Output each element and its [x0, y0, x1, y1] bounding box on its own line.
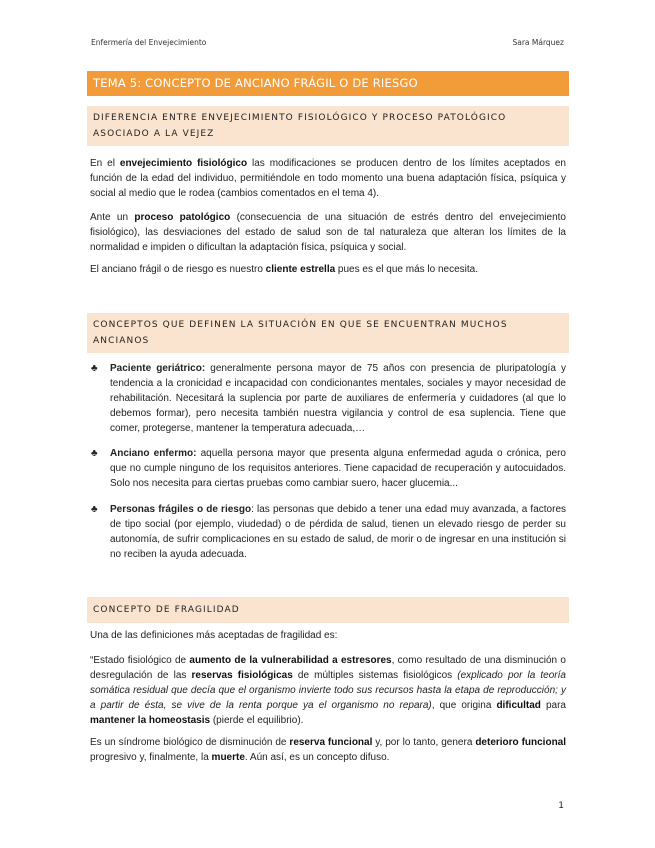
list-item: ♣ Personas frágiles o de riesgo: las personas que debido a tener una edad muy avanzada, a factores de tipo social (por ejemplo, viudedad) o de pérdida de salud, tienen un elevado riesgo de perder su autonomía, de sufrir complicaciones en su estado de salud, de morir o de ingresar en una institución si no reciben la ayuda adecuada.	[91, 504, 566, 560]
section-heading-1-line2: ASOCIADO A LA VEJEZ	[93, 129, 215, 139]
section-heading-2-line1: CONCEPTOS QUE DEFINEN LA SITUACIÓN EN QUE SE ENCUENTRAN MUCHOS	[93, 320, 508, 330]
paragraph: Una de las definiciones más aceptadas de fragilidad es:	[90, 630, 338, 641]
list-item: ♣ Anciano enfermo: aquella persona mayor que presenta alguna enfermedad aguda o crónica, pero que no cumple ninguno de los requisitos anteriores. Tiene capacidad de recuperación y autocuidados. Solo nos necesita para ciertas pruebas como cambiar suero, hacer glucemia...	[91, 448, 566, 489]
page-title: TEMA 5: CONCEPTO DE ANCIANO FRÁGIL O DE RIESGO	[87, 71, 569, 96]
list-item: ♣ Paciente geriátrico: generalmente persona mayor de 75 años con presencia de pluripatología y tendencia a la cronicidad e incapacidad con condicionantes mentales, sociales y mayor necesidad de rehabilitación. Necesitará la suplencia por parte de auxiliares de enfermería y cuidadores (al que lo debemos formar), pero necesita también nuestra vigilancia y control de esa suplencia. Tiene que comer, protegerse, mantener la temperatura adecuada,…	[91, 363, 567, 434]
section-heading-1	[87, 106, 569, 146]
paragraph: El anciano frágil o de riesgo es nuestro cliente estrella pues es el que más lo necesita.	[90, 264, 479, 275]
page-number: 1	[558, 801, 564, 811]
paragraph: En el envejecimiento fisiológico las modificaciones se producen dentro de los límites aceptados en función de la edad del individuo, permitiéndole en todo momento una buena adaptación física, psíquica y social al medio que le rodea (cambios comentados en el tema 4).	[90, 158, 566, 199]
header-right: Sara Márquez	[512, 38, 564, 47]
section-heading-2	[87, 313, 569, 353]
club-bullet-icon: ♣	[91, 448, 98, 459]
paragraph: Ante un proceso patológico (consecuencia de una situación de estrés dentro del envejecimiento fisiológico), las desviaciones del estado de salud son de tal naturaleza que alteran los límites de la normalidad e impiden o dificultan la adaptación física, psíquica y social.	[90, 212, 566, 253]
definition-quote: “Estado fisiológico de aumento de la vulnerabilidad a estresores, como resultado de una disminución o desregulación de las reservas fisiológicas de múltiples sistemas fisiológicos (explicado por la teoría somática residual que decía que el organismo invierte todo sus recursos hasta la etapa de reproducción; y a partir de ésta, se vive de la renta porque ya el organismo no repara), que origina dificultad para mantener la homeostasis (pierde el equilibrio).	[90, 655, 566, 726]
header-left: Enfermería del Envejecimiento	[91, 38, 207, 47]
section-heading-2-line2: ANCIANOS	[93, 336, 150, 346]
section-heading-3: CONCEPTO DE FRAGILIDAD	[87, 597, 569, 623]
section-heading-1-line1: DIFERENCIA ENTRE ENVEJECIMIENTO FISIOLÓGICO Y PROCESO PATOLÓGICO	[93, 113, 507, 123]
paragraph: Es un síndrome biológico de disminución de reserva funcional y, por lo tanto, genera deterioro funcional progresivo y, finalmente, la muerte. Aún así, es un concepto difuso.	[90, 737, 567, 763]
club-bullet-icon: ♣	[91, 504, 98, 515]
club-bullet-icon: ♣	[91, 363, 98, 374]
